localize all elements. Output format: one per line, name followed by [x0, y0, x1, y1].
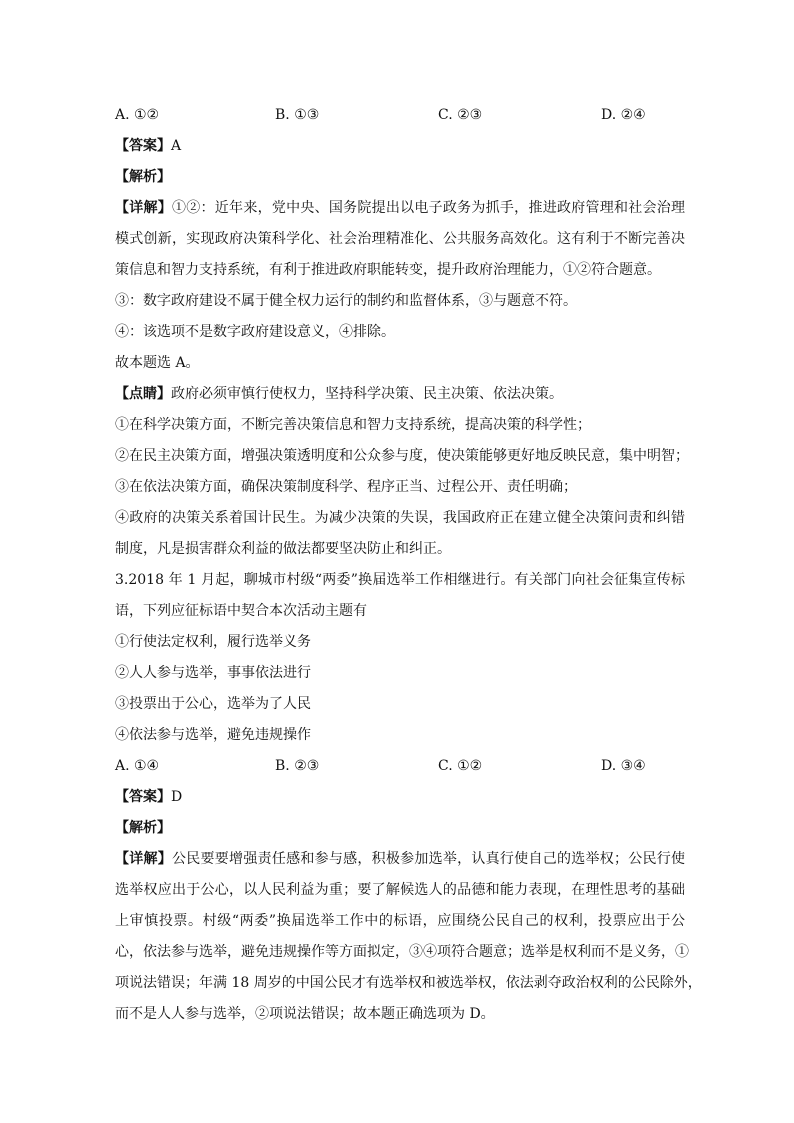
q3-option-d: D. ③④	[601, 758, 646, 774]
q3-analysis-label: 【解析】	[115, 820, 171, 836]
q3-stem-line: 语，下列应征标语中契合本次活动主题有	[115, 603, 367, 619]
q3-answer	[115, 782, 685, 813]
q2-option-a: A. ①②	[115, 107, 160, 123]
q3-item: ③投票出于公心，选举为了人民	[115, 696, 311, 712]
q2-option-d: D. ②④	[601, 107, 646, 123]
q3-detail-line: 选举权应出于公心，以人民利益为重；要了解候选人的品德和能力表现，在理性思考的基础	[115, 882, 685, 898]
q2-detail-line: 策信息和智力支持系统，有利于推进政府职能转变，提升政府治理能力，①②符合题意。	[115, 262, 661, 278]
answer-value: A	[171, 138, 182, 154]
q2-detail-line	[115, 193, 685, 224]
q3-option-a: A. ①④	[115, 758, 160, 774]
q2-detail-line: 模式创新，实现政府决策科学化、社会治理精准化、公共服务高效化。这有利于不断完善决	[115, 231, 685, 247]
answer-tag: 【答案】	[115, 789, 171, 805]
q3-detail-line: 上审慎投票。村级“两委”换届选举工作中的标语，应围绕公民自己的权利，投票应出于公	[115, 913, 685, 929]
detail-text: 公民要要增强责任感和参与感，积极参加选举，认真行使自己的选举权；公民行使	[172, 851, 686, 867]
q2-note-line: 制度，凡是损害群众利益的做法都要坚决防止和纠正。	[115, 541, 451, 557]
q3-option-c: C. ①②	[438, 758, 483, 774]
note-tag: 【点睛】	[115, 386, 171, 402]
q2-note-line: ③在依法决策方面，确保决策制度科学、程序正当、过程公开、责任明确；	[115, 479, 577, 495]
q3-detail-line: 心，依法参与选举，避免违规操作等方面拟定，③④项符合题意；选举是权利而不是义务，①	[115, 944, 689, 960]
detail-tag: 【详解】	[115, 851, 173, 867]
q2-analysis-label: 【解析】	[115, 169, 171, 185]
q3-item: ①行使法定权利，履行选举义务	[115, 634, 311, 650]
note-text: 政府必须审慎行使权力，坚持科学决策、民主决策、依法决策。	[171, 386, 563, 402]
q3-item: ④依法参与选举，避免违规操作	[115, 727, 311, 743]
q2-options	[115, 100, 685, 131]
q2-option-c: C. ②③	[438, 107, 483, 123]
q3-detail-line: 而不是人人参与选举，②项说法错误；故本题正确选项为 D。	[115, 1006, 495, 1022]
q2-note-line: ①在科学决策方面，不断完善决策信息和智力支持系统，提高决策的科学性；	[115, 417, 591, 433]
detail-text: ①②：近年来，党中央、国务院提出以电子政务为抓手，推进政府管理和社会治理	[172, 200, 686, 216]
q3-item: ②人人参与选举，事事依法进行	[115, 665, 311, 681]
q2-note-line: ②在民主决策方面，增强决策透明度和公众参与度，使决策能够更好地反映民意，集中明智；	[115, 448, 689, 464]
q3-options	[115, 751, 685, 782]
q2-answer	[115, 131, 685, 162]
q2-conclusion: 故本题选 A。	[115, 355, 200, 371]
answer-tag: 【答案】	[115, 138, 171, 154]
q2-option-b: B. ①③	[275, 107, 320, 123]
q2-note-line	[115, 379, 685, 410]
detail-tag: 【详解】	[115, 200, 173, 216]
q2-note-line: ④政府的决策关系着国计民生。为减少决策的失误，我国政府正在建立健全决策问责和纠错	[115, 510, 685, 526]
q2-detail-line: ④：该选项不是数字政府建设意义，④排除。	[115, 324, 395, 340]
q3-detail-line	[115, 844, 685, 875]
q3-stem-line: 3.2018 年 1 月起，聊城市村级“两委”换届选举工作相继进行。有关部门向社会征集宣传标	[115, 572, 685, 588]
answer-value: D	[171, 789, 183, 805]
q3-option-b: B. ②③	[275, 758, 320, 774]
q2-detail-line: ③：数字政府建设不属于健全权力运行的制约和监督体系，③与题意不符。	[115, 293, 577, 309]
q3-detail-line: 项说法错误；年满 18 周岁的中国公民才有选举权和被选举权，依法剥夺政治权利的公民除外，	[115, 975, 702, 991]
document-page	[115, 100, 702, 1030]
